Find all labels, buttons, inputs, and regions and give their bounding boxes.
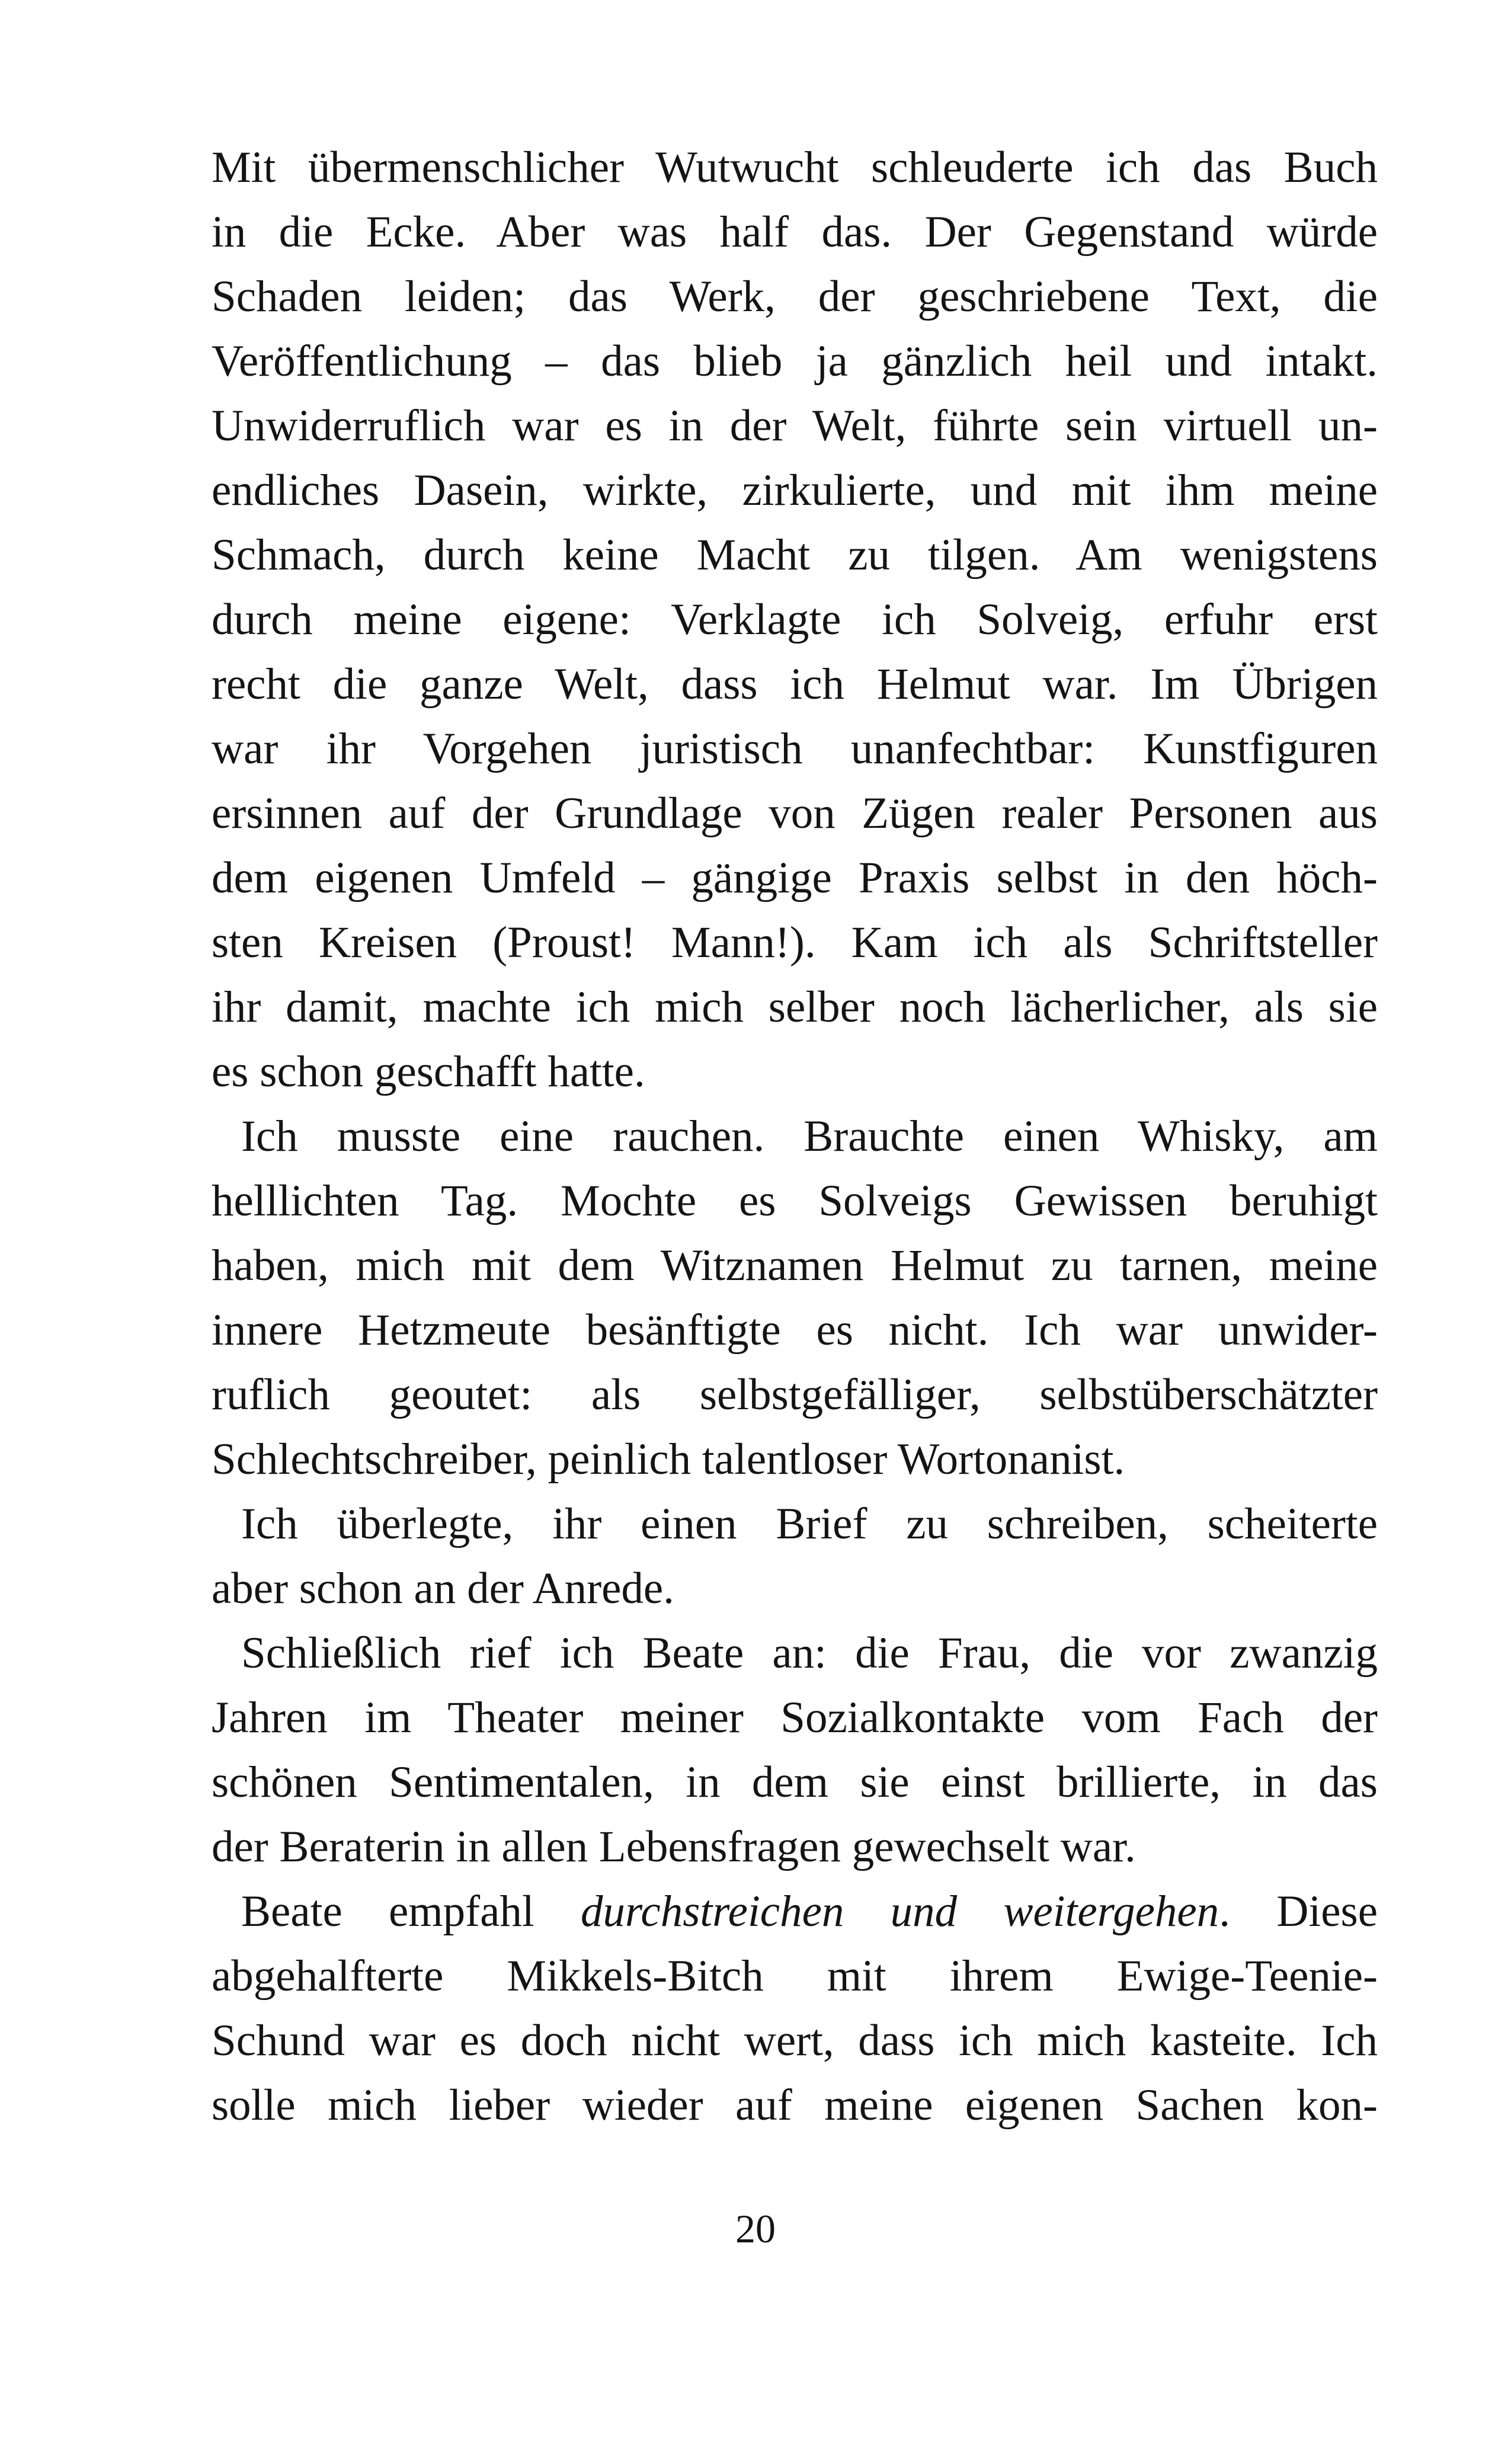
text-line: dem eigenen Umfeld – gängige Praxis selbst in den höch- xyxy=(212,853,1378,903)
text-line: abgehalfterte Mikkels-Bitch mit ihrem Ewige-Teenie- xyxy=(212,1951,1378,2001)
text-line: haben, mich mit dem Witznamen Helmut zu tarnen, meine xyxy=(212,1241,1378,1290)
page-number: 20 xyxy=(735,2206,776,2251)
text-line: recht die ganze Welt, dass ich Helmut war. Im Übrigen xyxy=(212,660,1378,709)
text-line: aber schon an der Anrede. xyxy=(212,1564,674,1613)
text-line: ersinnen auf der Grundlage von Zügen realer Personen aus xyxy=(212,789,1378,838)
text-line: der Beraterin in allen Lebensfragen gewechselt war. xyxy=(212,1822,1136,1871)
text-line: ruflich geoutet: als selbstgefälliger, selbstüberschätzter xyxy=(212,1370,1378,1419)
text-line: sten Kreisen (Proust! Mann!). Kam ich als Schriftsteller xyxy=(212,918,1378,967)
text-line: durch meine eigene: Verklagte ich Solveig, erfuhr erst xyxy=(212,595,1378,644)
text-line: es schon geschafft hatte. xyxy=(212,1047,645,1096)
text-run: Beate empfahl xyxy=(241,1887,581,1936)
text-line: Veröffentlichung – das blieb ja gänzlich heil und intakt. xyxy=(212,337,1378,386)
text-line: Unwiderruflich war es in der Welt, führte sein virtuell un- xyxy=(212,401,1378,450)
italic-text: durchstreichen und weitergehen xyxy=(581,1887,1219,1936)
text-line: Schaden leiden; das Werk, der geschriebene Text, die xyxy=(212,272,1378,321)
text-line: Schmach, durch keine Macht zu tilgen. Am wenigstens xyxy=(212,530,1378,580)
text-line: solle mich lieber wieder auf meine eigenen Sachen kon- xyxy=(212,2081,1378,2130)
text-line: war ihr Vorgehen juristisch unanfechtbar: Kunstfiguren xyxy=(212,724,1378,773)
text-line: Schund war es doch nicht wert, dass ich mich kasteite. Ich xyxy=(212,2016,1378,2065)
text-line: innere Hetzmeute besänftigte es nicht. Ich war unwider- xyxy=(212,1305,1378,1355)
text-line: helllichten Tag. Mochte es Solveigs Gewissen beruhigt xyxy=(212,1176,1378,1225)
text-line: Schlechtschreiber, peinlich talentloser Wortonanist. xyxy=(212,1435,1125,1484)
text-line: Schließlich rief ich Beate an: die Frau, die vor zwanzig xyxy=(241,1628,1378,1678)
text-run: . Diese xyxy=(1219,1887,1378,1936)
text-line: Ich musste eine rauchen. Brauchte einen Whisky, am xyxy=(241,1112,1378,1161)
text-line: schönen Sentimentalen, in dem sie einst brillierte, in das xyxy=(212,1758,1378,1807)
text-line: Jahren im Theater meiner Sozialkontakte vom Fach der xyxy=(212,1693,1378,1742)
book-page-text xyxy=(212,135,1378,2137)
text-line: endliches Dasein, wirkte, zirkulierte, und mit ihm meine xyxy=(212,466,1378,515)
text-line: Ich überlegte, ihr einen Brief zu schreiben, scheiterte xyxy=(241,1499,1378,1548)
text-line: ihr damit, machte ich mich selber noch lächerlicher, als sie xyxy=(212,983,1378,1032)
text-line: Mit übermenschlicher Wutwucht schleuderte ich das Buch xyxy=(212,143,1378,192)
text-line xyxy=(212,1879,1378,1944)
text-line: in die Ecke. Aber was half das. Der Gegenstand würde xyxy=(212,207,1378,257)
